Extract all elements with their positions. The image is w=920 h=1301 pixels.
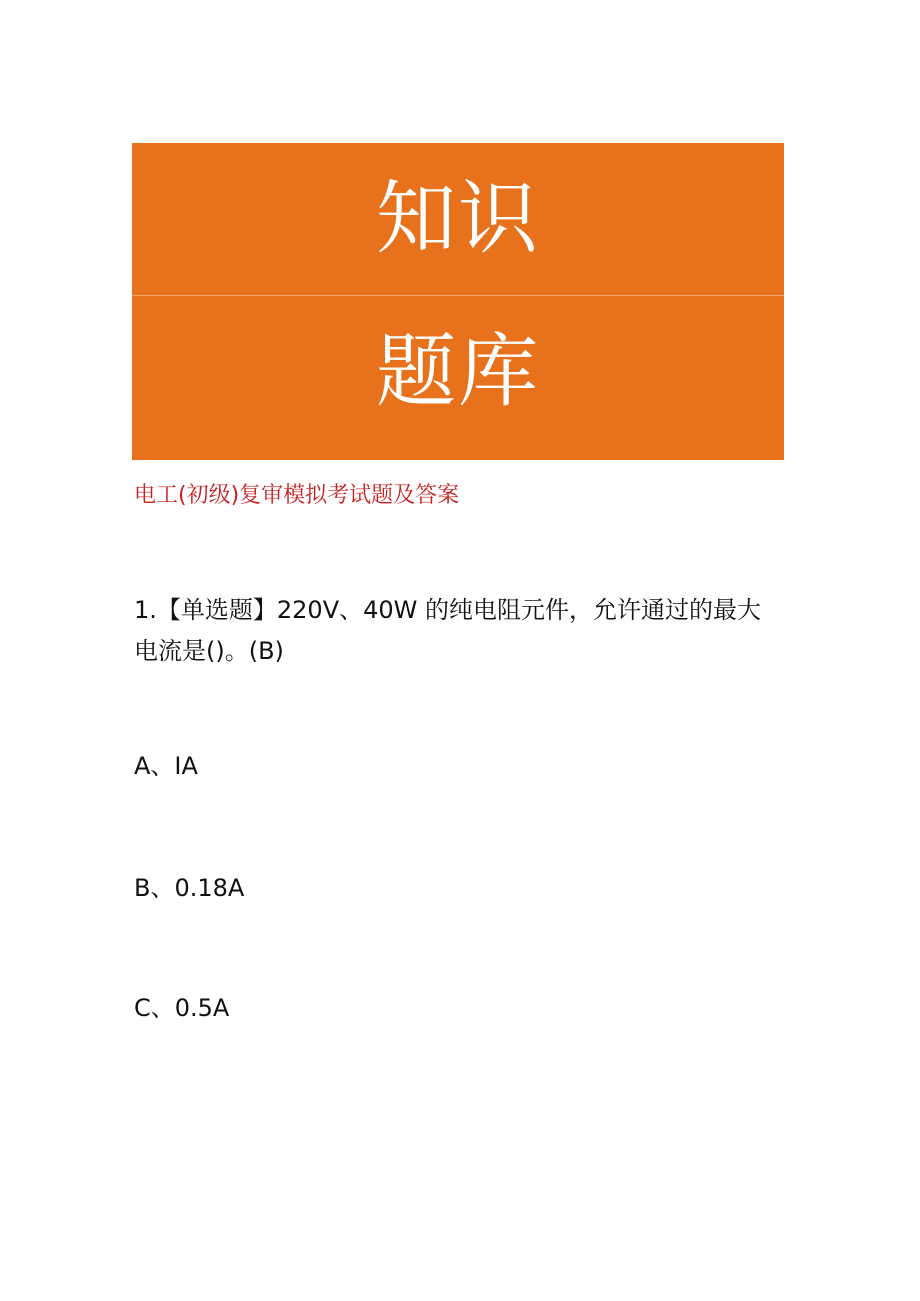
option-a: A、IA [134, 752, 198, 780]
question-text-line-2: 电流是()。(B) [134, 637, 284, 665]
question-text-line-1: 1.【单选题】220V、40W 的纯电阻元件，允许通过的最大 [134, 596, 762, 624]
question-1 [134, 590, 784, 672]
document-subtitle: 电工(初级)复审模拟考试题及答案 [134, 483, 460, 508]
banner-title-line-1: 知识 [376, 172, 540, 265]
title-banner [132, 143, 784, 460]
option-b: B、0.18A [134, 874, 245, 902]
banner-title-line-2: 题库 [376, 325, 540, 418]
option-c: C、0.5A [134, 994, 230, 1022]
